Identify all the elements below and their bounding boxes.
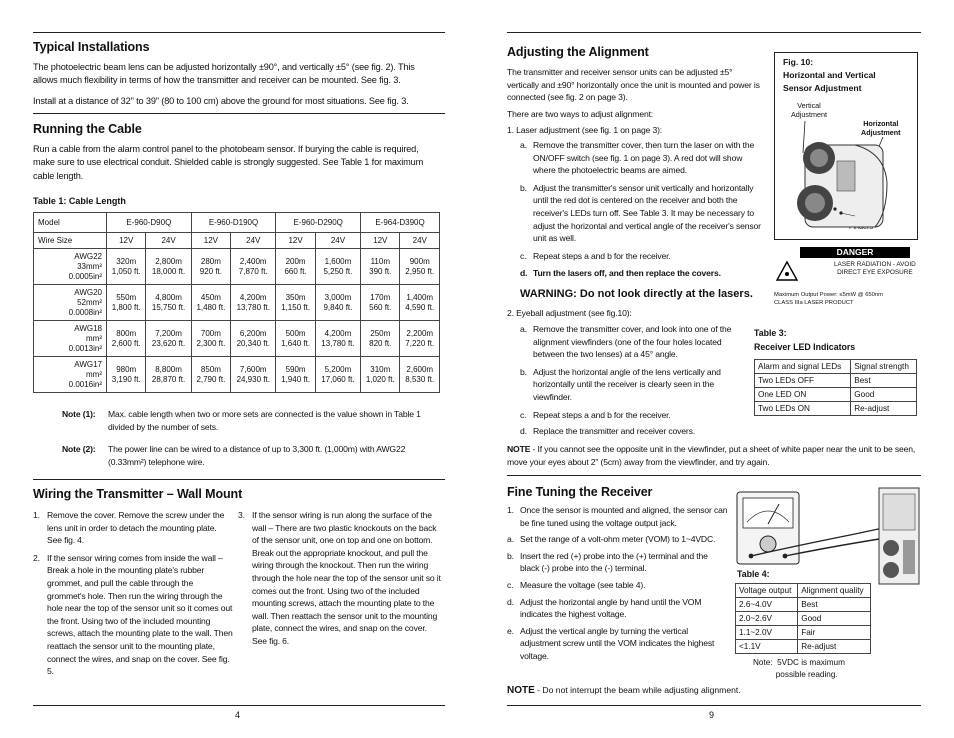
figure-10-caption: Fig. 10: Horizontal and Vertical Sensor Adjustment [783,57,876,93]
table-cell: Voltage output [736,584,798,598]
wiring-list-column-1 [33,509,233,678]
header-model-1: E-960-D90Q [107,213,192,233]
cable-length-cell: 1,600m 5,250 ft. [315,249,360,285]
header-voltage: 24V [146,233,191,249]
table-row [736,584,871,598]
laser-warning: WARNING: Do not look directly at the lasers. [520,288,753,300]
laser-warning-icon [776,260,798,282]
top-rule-right [507,32,921,33]
list-item: e. Adjust the vertical angle by turning the vertical adjustment screw until the VOM indicates the highest voltage. [507,625,715,661]
wire-size-cell: AWG22 33mm² 0.0005in² [34,249,107,285]
section-rule [33,113,445,114]
cable-length-cell: 550m 1,800 ft. [107,285,146,321]
cable-length-cell: 350m 1,150 ft. [276,285,315,321]
cable-length-cell: 900m 2,950 ft. [400,249,440,285]
list-item: b. Adjust the horizontal angle of the lens vertically and horizontally until the receiver is clearly seen in the viewfinder. [520,366,721,402]
alignment-paragraph-1: The transmitter and receiver sensor units can be adjusted ±5° vertically and ±90° horizontally once the unit is mounted and power is connected (see fig. 2 on page 3). [507,67,760,103]
table-row [755,388,917,402]
laser-danger-label [774,244,916,314]
receiver-led-table [754,359,917,416]
table-row [736,626,871,640]
top-rule-left [33,32,445,33]
header-voltage: 12V [361,233,400,249]
table-row [34,321,440,357]
table-row [736,640,871,654]
danger-specs: Maximum Output Power: ≤5mW @ 650nm CLASS IIIa LASER PRODUCT [774,292,883,306]
alignment-note: NOTE - If you cannot see the opposite unit in the viewfinder, put a sheet of white paper near the unit to be seen, move your eyes about 2" (5cm) away from the viewfinder, and try again. [507,444,916,467]
cable-length-cell: 3,000m 9,840 ft. [315,285,360,321]
table-cell: 2.6~4.0V [736,598,798,612]
typical-paragraph-2: Install at a distance of 32" to 39" (80 to 100 cm) above the ground for most situations. See fig. 3. [33,96,409,106]
header-voltage: 12V [191,233,230,249]
header-wire-size: Wire Size [34,233,107,249]
cable-length-cell: 1,400m 4,590 ft. [400,285,440,321]
cable-length-cell: 800m 2,600 ft. [107,321,146,357]
table-1-title: Table 1: Cable Length [33,196,126,206]
table-cell: Alarm and signal LEDs [755,360,851,374]
table-cell: One LED ON [755,388,851,402]
cable-length-cell: 4,200m 13,780 ft. [231,285,276,321]
table-cell: Good [851,388,917,402]
cable-length-cell: 500m 1,640 ft. [276,321,315,357]
cable-length-cell: 8,800m 28,870 ft. [146,357,191,393]
cable-length-cell: 6,200m 20,340 ft. [231,321,276,357]
table-cell: Alignment quality [798,584,871,598]
list-item: 1. Once the sensor is mounted and aligned, the sensor can be fine tuned using the voltage output jack. [507,505,728,528]
cable-length-cell: 450m 1,480 ft. [191,285,230,321]
note-1-label: Note (1): [62,409,96,419]
fine-tuning-note: NOTE - Do not interrupt the beam while adjusting alignment. [507,685,741,696]
header-model: Model [34,213,107,233]
sensor-unit-illustration [775,53,917,239]
danger-text: LASER RADIATION - AVOID DIRECT EYE EXPOSURE [834,261,916,276]
cable-length-cell: 200m 660 ft. [276,249,315,285]
cable-length-cell: 700m 2,300 ft. [191,321,230,357]
cable-length-cell: 2,200m 7,220 ft. [400,321,440,357]
table-row [755,374,917,388]
wire-size-cell: AWG18 mm² 0.0013in² [34,321,107,357]
section-title-running: Running the Cable [33,122,142,136]
list-item: a. Set the range of a volt-ohm meter (VOM) to 1~4VDC. [507,534,716,545]
wiring-list-column-2 [238,509,443,648]
table-cell: Fair [798,626,871,640]
list-item: 2. If the sensor wiring comes from inside the wall – Break a hole in the mounting plate's rubber grommet, and pull the cable through the grommet's hole. Then run the wiring through the hole near the top of the sensor unit so it comes out the front. Using two of the included mounting screws, attach the mounting plate to the wall. Then reattach the sensor unit to the mounting plate, connect the wires, and snap on the cover. See fig. 5. [33,552,233,677]
header-model-3: E-960-D290Q [276,213,361,233]
list-item: b. Adjust the transmitter's sensor unit vertically and horizontally until the red dot is centered on the receiver and both the receiver's LEDs turn off. See Table 3. It may be necessary to adjust the horizontal and vertical angle of the receiver's sensor unit as well. [520,182,761,244]
list-item: 3. If the sensor wiring is run along the surface of the wall – There are two plastic knockouts on the back of the sensor unit, one on top and one on bottom. Break out the appropriate knockout, and pull the wiring through the knockout. Then run the wiring through the hole near the top of the sensor unit so it comes out the front. Using two of the included mounting screws, attach the mounting plate to the wall. Then reattach the sensor unit to the mounting plate, connect the wires, and snap on the cover. See fig. 6. [238,510,441,646]
cable-length-cell: 250m 820 ft. [361,321,400,357]
table-row [755,402,917,416]
bottom-rule-right [507,705,921,706]
label-horizontal-adjustment: Horizontal Adjustment [861,119,901,137]
table-4-note: Note: 5VDC is maximum possible reading. [753,658,845,679]
table-row [34,357,440,393]
page-number-right: 9 [709,710,715,720]
list-item: a. Remove the transmitter cover, and look into one of the alignment viewfinders (one of the four holes located between the two lenses) at a 45° angle. [520,324,732,360]
cable-length-cell: 7,600m 24,930 ft. [231,357,276,393]
table-row [736,612,871,626]
cable-length-cell: 4,800m 15,750 ft. [146,285,191,321]
cable-length-cell: 850m 2,790 ft. [191,357,230,393]
eyeball-substeps [520,323,740,438]
running-paragraph: Run a cable from the alarm control panel to the photobeam sensor. If burying the cable is required, make sure to use electrical conduit. Shielded cable is strongly suggested. See Table 1 for maximum cable length. [33,144,424,181]
cable-length-cell: 280m 920 ft. [191,249,230,285]
table-cell: Re-adjust [798,640,871,654]
table-cell: Two LEDs OFF [755,374,851,388]
table-cell: 2.0~2.6V [736,612,798,626]
header-voltage: 24V [315,233,360,249]
table-4-title: Table 4: [737,569,770,579]
section-title-typical: Typical Installations [33,40,150,54]
cable-length-table [33,212,440,393]
header-voltage: 24V [400,233,440,249]
section-title-fine-tuning: Fine Tuning the Receiver [507,485,653,499]
cable-length-cell: 2,600m 8,530 ft. [400,357,440,393]
table-cell: Good [798,612,871,626]
table-cell: <1.1V [736,640,798,654]
table-cell: Re-adjust [851,402,917,416]
header-voltage: 24V [231,233,276,249]
laser-substeps [520,139,765,280]
table-cell: 1.1~2.0V [736,626,798,640]
section-rule [507,475,921,476]
fine-tuning-list [507,504,729,663]
danger-banner: DANGER [800,247,910,258]
header-voltage: 12V [107,233,146,249]
list-item: d. Adjust the horizontal angle by hand until the VOM indicates the highest voltage. [507,596,702,620]
list-item: 1. Remove the cover. Remove the screw under the lens unit in order to detach the mounting plate. See fig. 4. [33,510,225,546]
eyeball-adjustment-step: 2. Eyeball adjustment (see fig.10): [507,308,632,318]
cable-length-cell: 2,400m 7,870 ft. [231,249,276,285]
alignment-paragraph-2: There are two ways to adjust alignment: [507,109,654,119]
cable-length-cell: 170m 560 ft. [361,285,400,321]
header-model-2: E-960-D190Q [191,213,276,233]
figure-10 [774,52,918,240]
list-item: d. Replace the transmitter and receiver covers. [520,426,696,437]
list-item: c. Repeat steps a and b for the receiver. [520,409,671,420]
wire-size-cell: AWG20 52mm² 0.0008in² [34,285,107,321]
table-row [34,285,440,321]
note-2-label: Note (2): [62,444,96,454]
cable-length-cell: 980m 3,190 ft. [107,357,146,393]
table-row [736,598,871,612]
header-voltage: 12V [276,233,315,249]
table-row [34,249,440,285]
cable-length-cell: 320m 1,050 ft. [107,249,146,285]
voltage-output-table [735,583,871,654]
list-item: c. Measure the voltage (see table 4). [507,579,646,590]
section-title-alignment: Adjusting the Alignment [507,45,649,59]
list-item: c. Repeat steps a and b for the receiver. [520,250,671,261]
cable-length-cell: 110m 390 ft. [361,249,400,285]
typical-paragraph-1: The photoelectric beam lens can be adjusted horizontally ±90°, and vertically ±5° (see fig. 2). This allows much flexibility in terms of how the transmitter and receiver can be mounted. See fig. 3. [33,62,415,86]
cable-length-cell: 7,200m 23,620 ft. [146,321,191,357]
header-model-4: E-964-D390Q [361,213,440,233]
list-item: d. Turn the lasers off, and then replace the covers. [520,268,721,279]
label-vertical-adjustment: Vertical Adjustment [791,101,827,119]
bottom-rule-left [33,705,445,706]
table-row [755,360,917,374]
page-number-left: 4 [235,710,241,720]
cable-length-cell: 5,200m 17,060 ft. [315,357,360,393]
cable-length-cell: 2,800m 18,000 ft. [146,249,191,285]
table-3-title: Table 3: Receiver LED Indicators [754,328,856,352]
table-cell: Two LEDs ON [755,402,851,416]
note-2-text: The power line can be wired to a distance of up to 3,300 ft. (1,000m) with AWG22 (0.33mm²) telephone wire. [108,444,406,467]
cable-length-cell: 590m 1,940 ft. [276,357,315,393]
cable-length-cell: 4,200m 13,780 ft. [315,321,360,357]
laser-adjustment-step: 1. Laser adjustment (see fig. 1 on page 3): [507,125,663,135]
list-item: b. Insert the red (+) probe into the (+) terminal and the black (-) probe into the (-) terminal. [507,550,708,574]
wire-size-cell: AWG17 mm² 0.0016in² [34,357,107,393]
section-title-wiring: Wiring the Transmitter – Wall Mount [33,487,243,501]
list-item: a. Remove the transmitter cover, then turn the laser on with the ON/OFF switch (see fig. 1 on page 3). A red dot will show where the photoelectric beams are aimed. [520,140,755,176]
table-cell: Signal strength [851,360,917,374]
table-cell: Best [851,374,917,388]
note-1-text: Max. cable length when two or more sets are connected is the value shown in Table 1 divided by the number of sets. [108,409,421,432]
section-rule [33,479,445,480]
cable-length-cell: 310m 1,020 ft. [361,357,400,393]
table-cell: Best [798,598,871,612]
